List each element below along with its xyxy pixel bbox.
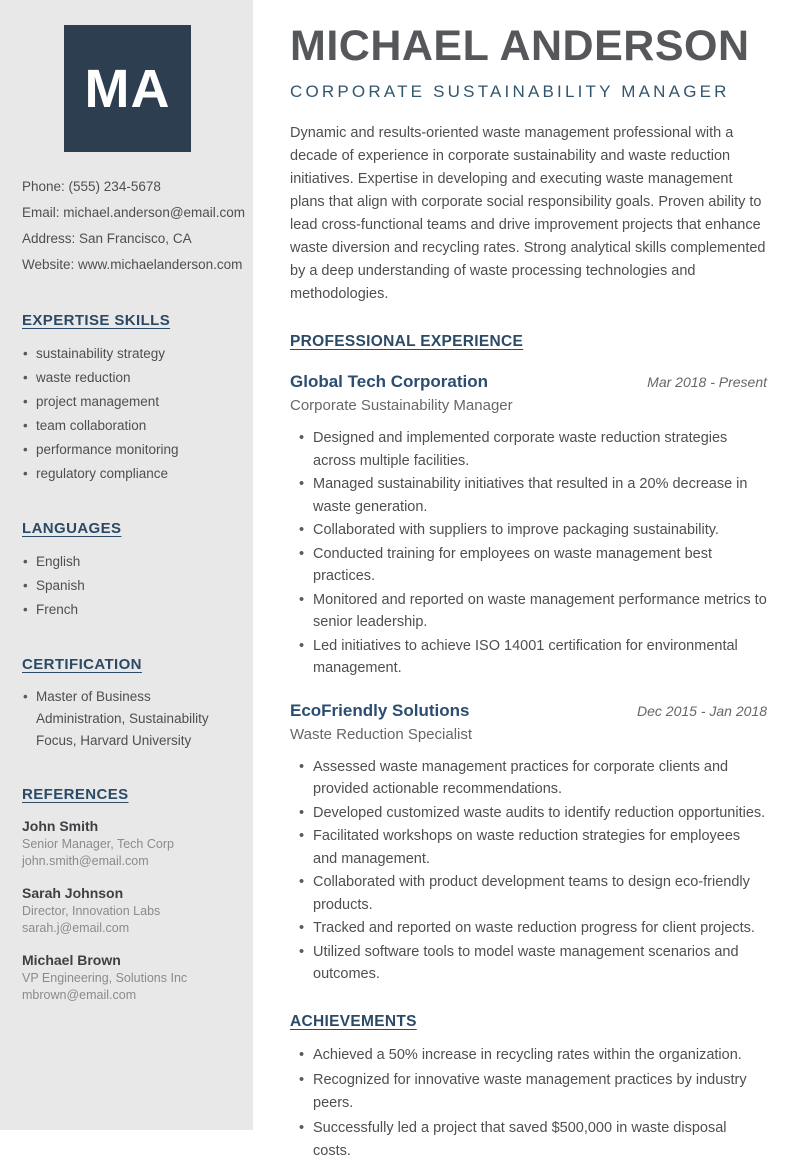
job-dates: Mar 2018 - Present [647, 374, 767, 391]
job-header [290, 372, 767, 392]
reference-entry [22, 883, 233, 937]
skill-item: • regulatory compliance [22, 462, 233, 486]
monogram-text: MA [84, 58, 171, 119]
job-bullet-list [290, 756, 767, 986]
reference-email: john.smith@email.com [22, 854, 149, 868]
job-bullet-list [290, 427, 767, 680]
reference-role: Senior Manager, Tech Corp [22, 837, 174, 851]
person-name: MICHAEL ANDERSON [290, 22, 750, 70]
reference-name: Michael Brown [22, 952, 121, 968]
expertise-skills-heading: EXPERTISE SKILLS [22, 312, 171, 329]
language-item: • English [22, 550, 233, 574]
reference-name: John Smith [22, 818, 99, 834]
job-bullet: • Managed sustainability initiatives that resulted in a 20% decrease in waste generation. [290, 473, 767, 518]
job-bullet: • Tracked and reported on waste reduction progress for client projects. [290, 917, 767, 940]
job-header [290, 701, 767, 721]
job-bullet: • Collaborated with product development teams to design eco-friendly products. [290, 871, 767, 916]
main-content [253, 0, 800, 1159]
languages-heading: LANGUAGES [22, 520, 122, 537]
job-bullet: • Collaborated with suppliers to improve packaging sustainability. [290, 519, 767, 542]
job-bullet: • Developed customized waste audits to identify reduction opportunities. [290, 802, 767, 825]
professional-experience-heading: PROFESSIONAL EXPERIENCE [290, 333, 524, 351]
contact-phone: Phone: (555) 234-5678 [22, 179, 161, 194]
skill-item: • sustainability strategy [22, 342, 233, 366]
company-name: Global Tech Corporation [290, 372, 489, 392]
job-dates: Dec 2015 - Jan 2018 [637, 702, 767, 719]
monogram-avatar [64, 25, 191, 152]
job-bullet: • Monitored and reported on waste management performance metrics to senior leadership. [290, 589, 767, 634]
contact-email: Email: michael.anderson@email.com [22, 205, 246, 220]
reference-email: mbrown@email.com [22, 988, 137, 1002]
reference-name: Sarah Johnson [22, 885, 124, 901]
job-bullet: • Facilitated workshops on waste reduction strategies for employees and management. [290, 825, 767, 870]
references-heading: REFERENCES [22, 786, 129, 803]
certification-item: • Master of Business Administration, Sustainability Focus, Harvard University [22, 686, 233, 752]
job-entry [290, 372, 767, 680]
job-bullet: • Conducted training for employees on waste management best practices. [290, 543, 767, 588]
job-bullet: • Utilized software tools to model waste management scenarios and outcomes. [290, 941, 767, 986]
company-name: EcoFriendly Solutions [290, 700, 470, 720]
skill-item: • project management [22, 390, 233, 414]
language-item: • Spanish [22, 574, 233, 598]
language-item: • French [22, 598, 233, 622]
languages-list [22, 550, 233, 622]
certification-heading: CERTIFICATION [22, 656, 142, 673]
job-entry [290, 701, 767, 986]
reference-entry [22, 950, 233, 1004]
achievement-item: • Recognized for innovative waste management practices by industry peers. [290, 1069, 767, 1114]
summary-paragraph: Dynamic and results-oriented waste management professional with a decade of experience in corporate sustainability and waste reduction initiatives. Expertise in developing and executing waste management plans that align with corporate social responsibility goals. Proven ability to lead cross-functional teams and drive improvement projects that enhance waste diversion and recycling rates. Strong analytical skills complemented by a deep understanding of waste processing technologies and methodologies. [290, 125, 766, 303]
skill-item: • team collaboration [22, 414, 233, 438]
reference-role: VP Engineering, Solutions Inc [22, 971, 188, 985]
achievements-list [290, 1044, 767, 1162]
reference-email: sarah.j@email.com [22, 921, 130, 935]
reference-role: Director, Innovation Labs [22, 904, 161, 918]
skill-item: • waste reduction [22, 366, 233, 390]
certification-list [22, 686, 233, 752]
person-job-title: CORPORATE SUSTAINABILITY MANAGER [290, 82, 730, 102]
contact-address: Address: San Francisco, CA [22, 231, 192, 246]
achievement-item: • Successfully led a project that saved $500,000 in waste disposal costs. [290, 1117, 767, 1162]
skill-item: • performance monitoring [22, 438, 233, 462]
achievement-item: • Achieved a 50% increase in recycling rates within the organization. [290, 1044, 767, 1067]
reference-entry [22, 816, 233, 870]
job-role: Waste Reduction Specialist [290, 725, 473, 743]
achievements-heading: ACHIEVEMENTS [290, 1012, 417, 1030]
job-role: Corporate Sustainability Manager [290, 397, 513, 415]
job-bullet: • Assessed waste management practices for corporate clients and provided actionable recommendations. [290, 756, 767, 801]
job-bullet: • Led initiatives to achieve ISO 14001 certification for environmental management. [290, 635, 767, 680]
expertise-skills-list [22, 342, 233, 486]
job-bullet: • Designed and implemented corporate waste reduction strategies across multiple facilities. [290, 427, 767, 472]
sidebar [0, 0, 253, 1130]
contact-website: Website: www.michaelanderson.com [22, 257, 243, 272]
